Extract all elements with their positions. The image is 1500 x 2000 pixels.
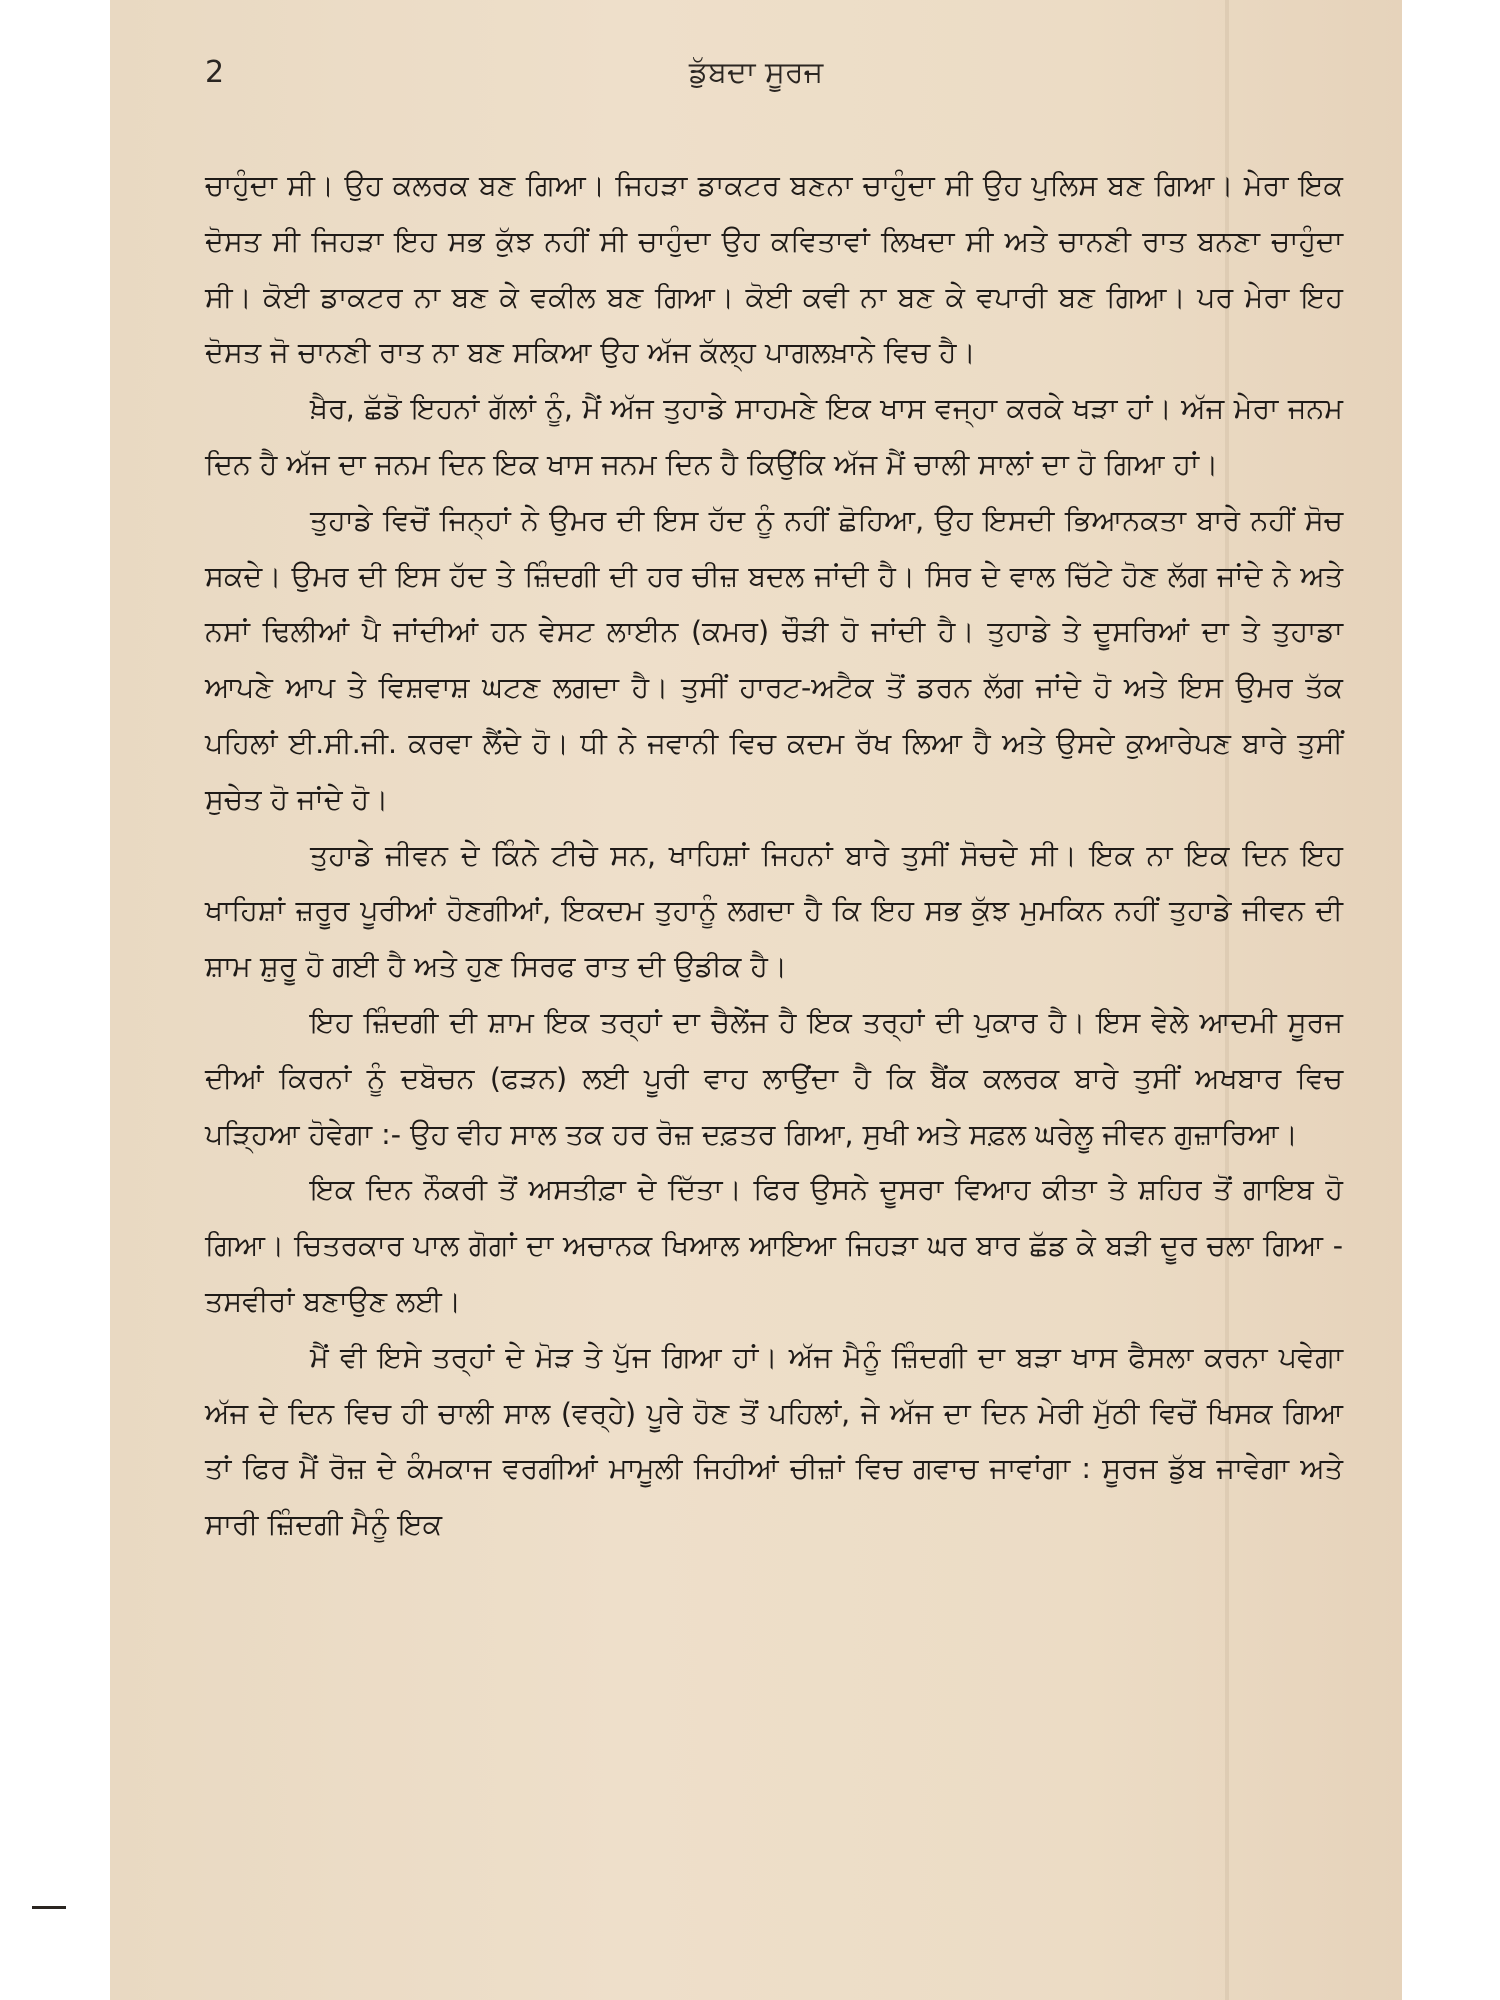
paragraph-2: ਖ਼ੈਰ, ਛੱਡੋ ਇਹਨਾਂ ਗੱਲਾਂ ਨੂੰ, ਮੈਂ ਅੱਜ ਤੁਹਾਡੇ ਸਾਹਮਣੇ ਇਕ ਖਾਸ ਵਜ੍ਹਾ ਕਰਕੇ ਖੜਾ ਹਾਂ। ਅੱਜ ਮੇਰਾ ਜਨਮ ਦਿਨ ਹੈ ਅੱਜ ਦਾ ਜਨਮ ਦਿਨ ਇਕ ਖਾਸ ਜਨਮ ਦਿਨ ਹੈ ਕਿਉਂਕਿ ਅੱਜ ਮੈਂ ਚਾਲੀ ਸਾਲਾਂ ਦਾ ਹੋ ਗਿਆ ਹਾਂ। bbox=[205, 392, 1343, 481]
paragraph-7: ਮੈਂ ਵੀ ਇਸੇ ਤਰ੍ਹਾਂ ਦੇ ਮੋੜ ਤੇ ਪੁੱਜ ਗਿਆ ਹਾਂ। ਅੱਜ ਮੈਨੂੰ ਜ਼ਿੰਦਗੀ ਦਾ ਬੜਾ ਖਾਸ ਫੈਸਲਾ ਕਰਨਾ ਪਵੇਗਾ ਅੱਜ ਦੇ ਦਿਨ ਵਿਚ ਹੀ ਚਾਲੀ ਸਾਲ (ਵਰ੍ਹੇ) ਪੂਰੇ ਹੋਣ ਤੋਂ ਪਹਿਲਾਂ, ਜੇ ਅੱਜ ਦਾ ਦਿਨ ਮੇਰੀ ਮੁੱਠੀ ਵਿਚੋਂ ਖਿਸਕ ਗਿਆ ਤਾਂ ਫਿਰ ਮੈਂ ਰੋਜ਼ ਦੇ ਕੰਮਕਾਜ ਵਰਗੀਆਂ ਮਾਮੂਲੀ ਜਿਹੀਆਂ ਚੀਜ਼ਾਂ ਵਿਚ ਗਵਾਚ ਜਾਵਾਂਗਾ : ਸੂਰਜ ਡੁੱਬ ਜਾਵੇਗਾ ਅਤੇ ਸਾਰੀ ਜ਼ਿੰਦਗੀ ਮੈਨੂੰ ਇਕ bbox=[205, 1340, 1343, 1542]
page-header bbox=[110, 55, 1402, 105]
book-page bbox=[110, 0, 1402, 2000]
body-text bbox=[205, 158, 1343, 1553]
margin-dash-mark bbox=[32, 1906, 66, 1909]
paragraph-3: ਤੁਹਾਡੇ ਵਿਚੋਂ ਜਿਨ੍ਹਾਂ ਨੇ ਉਮਰ ਦੀ ਇਸ ਹੱਦ ਨੂੰ ਨਹੀਂ ਛੋਹਿਆ, ਉਹ ਇਸਦੀ ਭਿਆਨਕਤਾ ਬਾਰੇ ਨਹੀਂ ਸੋਚ ਸਕਦੇ। ਉਮਰ ਦੀ ਇਸ ਹੱਦ ਤੇ ਜ਼ਿੰਦਗੀ ਦੀ ਹਰ ਚੀਜ਼ ਬਦਲ ਜਾਂਦੀ ਹੈ। ਸਿਰ ਦੇ ਵਾਲ ਚਿੱਟੇ ਹੋਣ ਲੱਗ ਜਾਂਦੇ ਨੇ ਅਤੇ ਨਸਾਂ ਢਿਲੀਆਂ ਪੈ ਜਾਂਦੀਆਂ ਹਨ ਵੇਸਟ ਲਾਈਨ (ਕਮਰ) ਚੌੜੀ ਹੋ ਜਾਂਦੀ ਹੈ। ਤੁਹਾਡੇ ਤੇ ਦੂਸਰਿਆਂ ਦਾ ਤੇ ਤੁਹਾਡਾ ਆਪਣੇ ਆਪ ਤੇ ਵਿਸ਼ਵਾਸ਼ ਘਟਣ ਲਗਦਾ ਹੈ। ਤੁਸੀਂ ਹਾਰਟ-ਅਟੈਕ ਤੋਂ ਡਰਨ ਲੱਗ ਜਾਂਦੇ ਹੋ ਅਤੇ ਇਸ ਉਮਰ ਤੱਕ ਪਹਿਲਾਂ ਈ.ਸੀ.ਜੀ. ਕਰਵਾ ਲੈਂਦੇ ਹੋ। ਧੀ ਨੇ ਜਵਾਨੀ ਵਿਚ ਕਦਮ ਰੱਖ ਲਿਆ ਹੈ ਅਤੇ ਉਸਦੇ ਕੁਆਰੇਪਣ ਬਾਰੇ ਤੁਸੀਂ ਸੁਚੇਤ ਹੋ ਜਾਂਦੇ ਹੋ। bbox=[205, 503, 1343, 816]
paragraph-1: ਚਾਹੁੰਦਾ ਸੀ। ਉਹ ਕਲਰਕ ਬਣ ਗਿਆ। ਜਿਹੜਾ ਡਾਕਟਰ ਬਣਨਾ ਚਾਹੁੰਦਾ ਸੀ ਉਹ ਪੁਲਿਸ ਬਣ ਗਿਆ। ਮੇਰਾ ਇਕ ਦੋਸਤ ਸੀ ਜਿਹੜਾ ਇਹ ਸਭ ਕੁੱਝ ਨਹੀਂ ਸੀ ਚਾਹੁੰਦਾ ਉਹ ਕਵਿਤਾਵਾਂ ਲਿਖਦਾ ਸੀ ਅਤੇ ਚਾਨਣੀ ਰਾਤ ਬਨਣਾ ਚਾਹੁੰਦਾ ਸੀ। ਕੋਈ ਡਾਕਟਰ ਨਾ ਬਣ ਕੇ ਵਕੀਲ ਬਣ ਗਿਆ। ਕੋਈ ਕਵੀ ਨਾ ਬਣ ਕੇ ਵਪਾਰੀ ਬਣ ਗਿਆ। ਪਰ ਮੇਰਾ ਇਹ ਦੋਸਤ ਜੋ ਚਾਨਣੀ ਰਾਤ ਨਾ ਬਣ ਸਕਿਆ ਉਹ ਅੱਜ ਕੱਲ੍ਹ ਪਾਗਲਖ਼ਾਨੇ ਵਿਚ ਹੈ। bbox=[205, 169, 1343, 370]
paragraph-6: ਇਕ ਦਿਨ ਨੌਕਰੀ ਤੋਂ ਅਸਤੀਫ਼ਾ ਦੇ ਦਿੱਤਾ। ਫਿਰ ਉਸਨੇ ਦੂਸਰਾ ਵਿਆਹ ਕੀਤਾ ਤੇ ਸ਼ਹਿਰ ਤੋਂ ਗਾਇਬ ਹੋ ਗਿਆ। ਚਿਤਰਕਾਰ ਪਾਲ ਗੋਗਾਂ ਦਾ ਅਚਾਨਕ ਖਿਆਲ ਆਇਆ ਜਿਹੜਾ ਘਰ ਬਾਰ ਛੱਡ ਕੇ ਬੜੀ ਦੂਰ ਚਲਾ ਗਿਆ - ਤਸਵੀਰਾਂ ਬਣਾਉਣ ਲਈ। bbox=[205, 1173, 1343, 1318]
paragraph-5: ਇਹ ਜ਼ਿੰਦਗੀ ਦੀ ਸ਼ਾਮ ਇਕ ਤਰ੍ਹਾਂ ਦਾ ਚੈਲੇਂਜ ਹੈ ਇਕ ਤਰ੍ਹਾਂ ਦੀ ਪੁਕਾਰ ਹੈ। ਇਸ ਵੇਲੇ ਆਦਮੀ ਸੂਰਜ ਦੀਆਂ ਕਿਰਨਾਂ ਨੂੰ ਦਬੋਚਨ (ਫੜਨ) ਲਈ ਪੂਰੀ ਵਾਹ ਲਾਉਂਦਾ ਹੈ ਕਿ ਬੈਂਕ ਕਲਰਕ ਬਾਰੇ ਤੁਸੀਂ ਅਖਬਾਰ ਵਿਚ ਪੜ੍ਹਿਆ ਹੋਵੇਗਾ :- ਉਹ ਵੀਹ ਸਾਲ ਤਕ ਹਰ ਰੋਜ਼ ਦਫ਼ਤਰ ਗਿਆ, ਸੁਖੀ ਅਤੇ ਸਫ਼ਲ ਘਰੇਲੂ ਜੀਵਨ ਗੁਜ਼ਾਰਿਆ। bbox=[205, 1005, 1343, 1151]
page-number: 2 bbox=[205, 55, 225, 90]
paragraph-4: ਤੁਹਾਡੇ ਜੀਵਨ ਦੇ ਕਿੰਨੇ ਟੀਚੇ ਸਨ, ਖਾਹਿਸ਼ਾਂ ਜਿਹਨਾਂ ਬਾਰੇ ਤੁਸੀਂ ਸੋਚਦੇ ਸੀ। ਇਕ ਨਾ ਇਕ ਦਿਨ ਇਹ ਖਾਹਿਸ਼ਾਂ ਜ਼ਰੂਰ ਪੂਰੀਆਂ ਹੋਣਗੀਆਂ, ਇਕਦਮ ਤੁਹਾਨੂੰ ਲਗਦਾ ਹੈ ਕਿ ਇਹ ਸਭ ਕੁੱਝ ਮੁਮਕਿਨ ਨਹੀਂ ਤੁਹਾਡੇ ਜੀਵਨ ਦੀ ਸ਼ਾਮ ਸ਼ੁਰੂ ਹੋ ਗਈ ਹੈ ਅਤੇ ਹੁਣ ਸਿਰਫ ਰਾਤ ਦੀ ਉਡੀਕ ਹੈ। bbox=[205, 838, 1343, 984]
running-title: ਡੁੱਬਦਾ ਸੂਰਜ bbox=[688, 55, 824, 90]
